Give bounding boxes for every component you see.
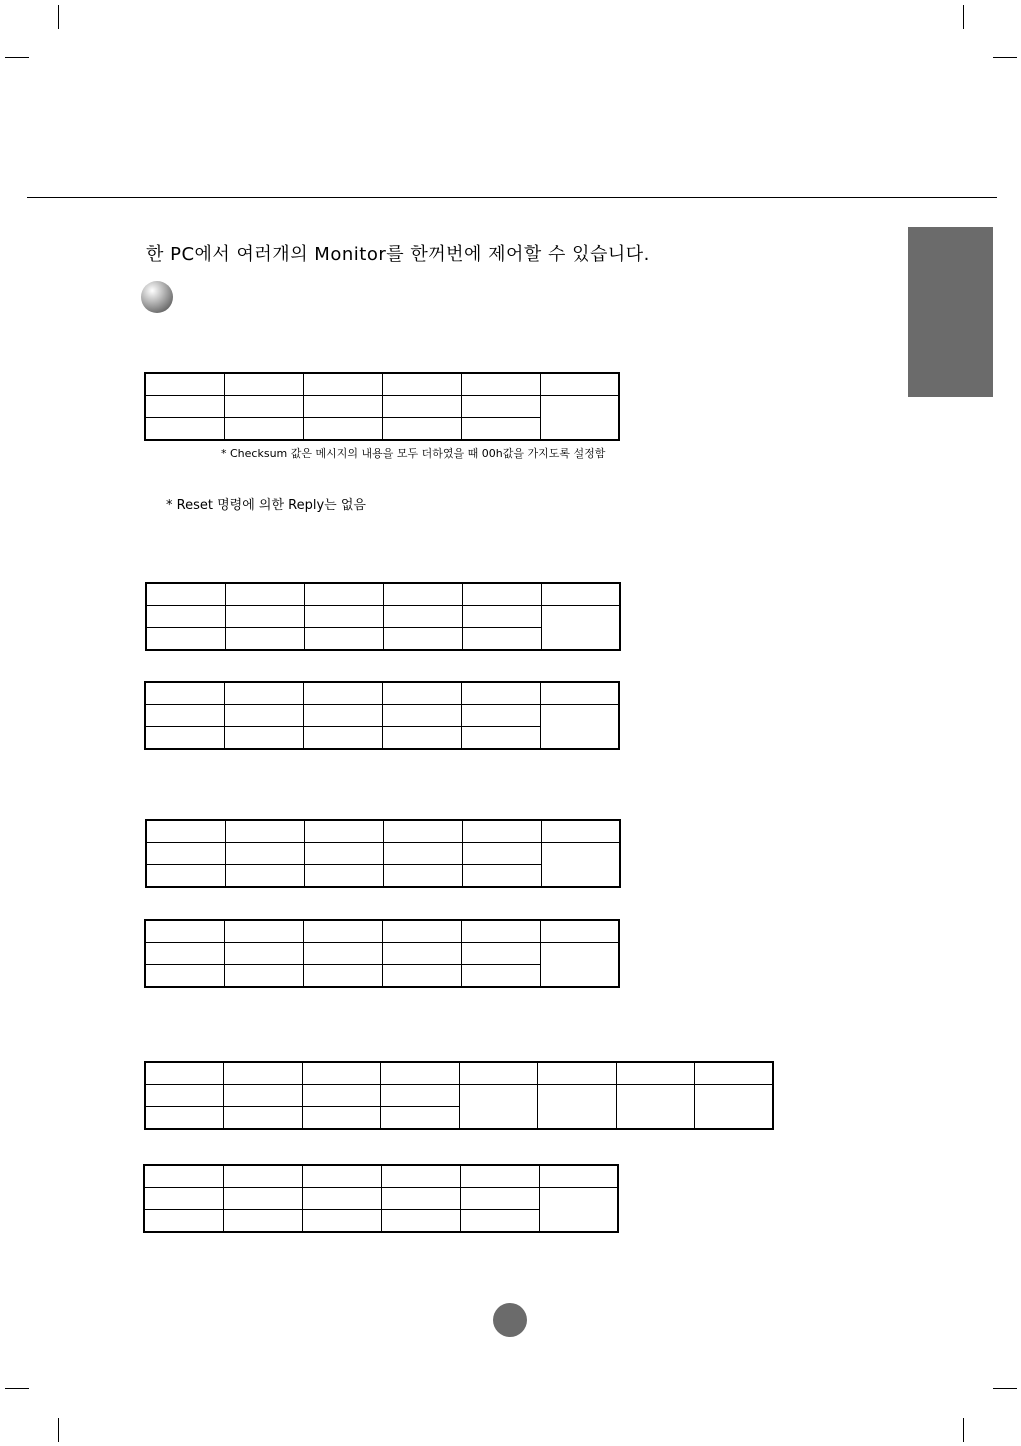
page-number-marker: [493, 1303, 527, 1337]
table-row: [145, 682, 619, 705]
command-table-6: [144, 1061, 774, 1130]
table-row: [146, 583, 620, 606]
table-row: [144, 1165, 618, 1188]
table-row: [145, 1085, 773, 1107]
crop-mark-bottom-left-v: [58, 1418, 59, 1442]
crop-mark-bottom-left-h: [5, 1388, 29, 1389]
table-row: [144, 1188, 618, 1210]
table-row: [145, 943, 619, 965]
table-row: [145, 373, 619, 396]
crop-mark-bottom-right-v: [963, 1418, 964, 1442]
crop-mark-top-right-h: [993, 57, 1017, 58]
table-row: [145, 705, 619, 727]
crop-mark-bottom-right-h: [993, 1388, 1017, 1389]
crop-mark-top-left-v: [58, 5, 59, 29]
command-table-1: [144, 372, 620, 441]
command-table-7: [143, 1164, 619, 1233]
section-bullet-icon: [141, 281, 173, 313]
header-rule: [27, 197, 997, 198]
table-row: [145, 920, 619, 943]
command-table-3: [144, 681, 620, 750]
table-row: [146, 820, 620, 843]
section-side-tab: [908, 227, 993, 397]
table-row: [145, 1062, 773, 1085]
command-table-2: [145, 582, 621, 651]
table-row: [145, 396, 619, 418]
reset-note: * Reset 명령에 의한 Reply는 없음: [166, 498, 366, 513]
crop-mark-top-right-v: [963, 5, 964, 29]
crop-mark-top-left-h: [5, 57, 29, 58]
table-row: [146, 843, 620, 865]
table-row: [146, 606, 620, 628]
checksum-note: * Checksum 값은 메시지의 내용을 모두 더하였을 때 00h값을 가지도록 설정함: [221, 447, 606, 460]
command-table-4: [145, 819, 621, 888]
page-headline: 한 PC에서 여러개의 Monitor를 한꺼번에 제어할 수 있습니다.: [146, 244, 650, 265]
command-table-5: [144, 919, 620, 988]
